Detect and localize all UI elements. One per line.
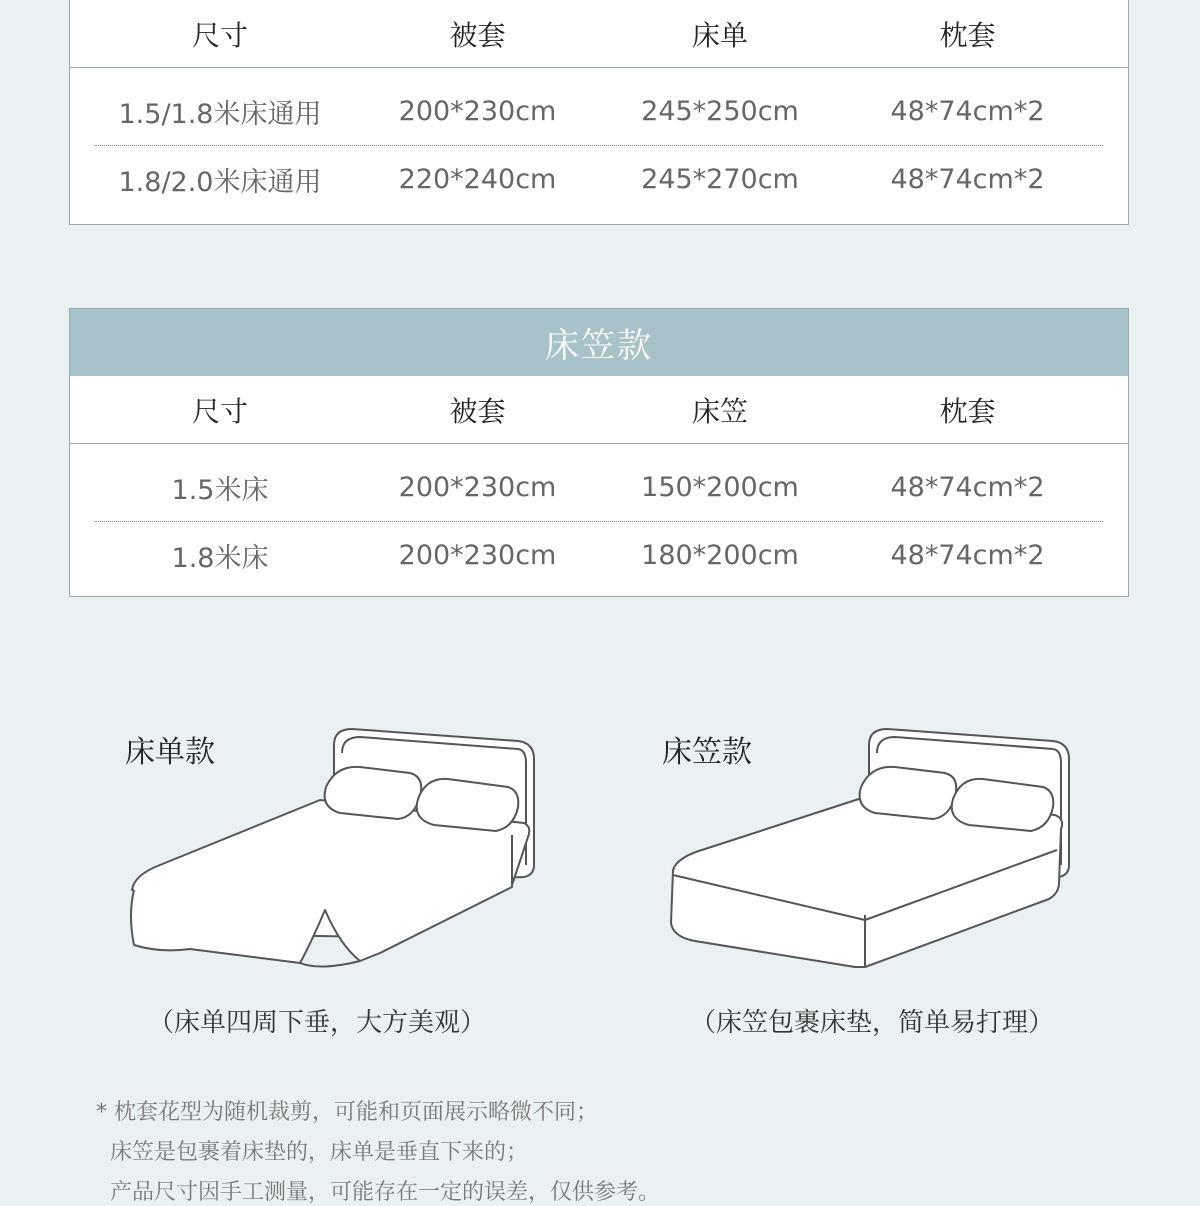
cell-pillowcase: 48*74cm*2	[890, 472, 1045, 503]
cell-duvet: 200*230cm	[398, 96, 557, 127]
fitted-style-label: 床笠款	[662, 735, 752, 770]
note-line: 产品尺寸因手工测量，可能存在一定的误差，仅供参考。	[110, 1180, 661, 1205]
header-fitted-sheet: 床笠	[691, 394, 748, 428]
table-row	[70, 522, 1128, 589]
header-sheet: 床单	[691, 18, 748, 52]
note-line: 床笠是包裹着床垫的，床单是垂直下来的；	[110, 1140, 529, 1165]
cell-pillowcase: 48*74cm*2	[890, 540, 1045, 571]
header-duvet: 被套	[449, 394, 506, 428]
cell-pillowcase: 48*74cm*2	[890, 96, 1045, 127]
cell-duvet: 220*240cm	[398, 164, 557, 195]
cell-fitted-sheet: 150*200cm	[641, 472, 799, 503]
cell-size: 1.5/1.8米床通用	[118, 99, 322, 130]
header-size: 尺寸	[191, 394, 248, 428]
cell-duvet: 200*230cm	[398, 540, 557, 571]
note-line: * 枕套花型为随机裁剪，可能和页面展示略微不同；	[96, 1100, 598, 1125]
bed-with-fitted-sheet-icon	[665, 715, 1080, 975]
table-row	[70, 454, 1128, 521]
sheet-size-table	[69, 0, 1129, 225]
table-row	[70, 146, 1128, 213]
cell-sheet: 245*250cm	[641, 96, 799, 127]
sheet-style-label: 床单款	[125, 735, 215, 770]
header-pillowcase: 枕套	[939, 18, 996, 52]
table-header-row	[70, 0, 1128, 68]
table-header-row	[70, 376, 1128, 444]
header-size: 尺寸	[191, 18, 248, 52]
cell-size: 1.8米床	[171, 543, 269, 574]
table-row	[70, 78, 1128, 145]
cell-pillowcase: 48*74cm*2	[890, 164, 1045, 195]
fitted-style-caption: （床笠包裹床垫，简单易打理）	[690, 1008, 1055, 1038]
cell-size: 1.5米床	[171, 475, 269, 506]
header-duvet: 被套	[449, 18, 506, 52]
cell-duvet: 200*230cm	[398, 472, 557, 503]
cell-sheet: 245*270cm	[641, 164, 799, 195]
cell-fitted-sheet: 180*200cm	[641, 540, 799, 571]
header-pillowcase: 枕套	[939, 394, 996, 428]
cell-size: 1.8/2.0米床通用	[118, 167, 322, 198]
table-title-banner: 床笠款	[70, 309, 1128, 376]
sheet-style-caption: （床单四周下垂，大方美观）	[148, 1008, 487, 1038]
bed-with-flat-sheet-icon	[120, 715, 550, 975]
fitted-size-table	[69, 308, 1129, 597]
